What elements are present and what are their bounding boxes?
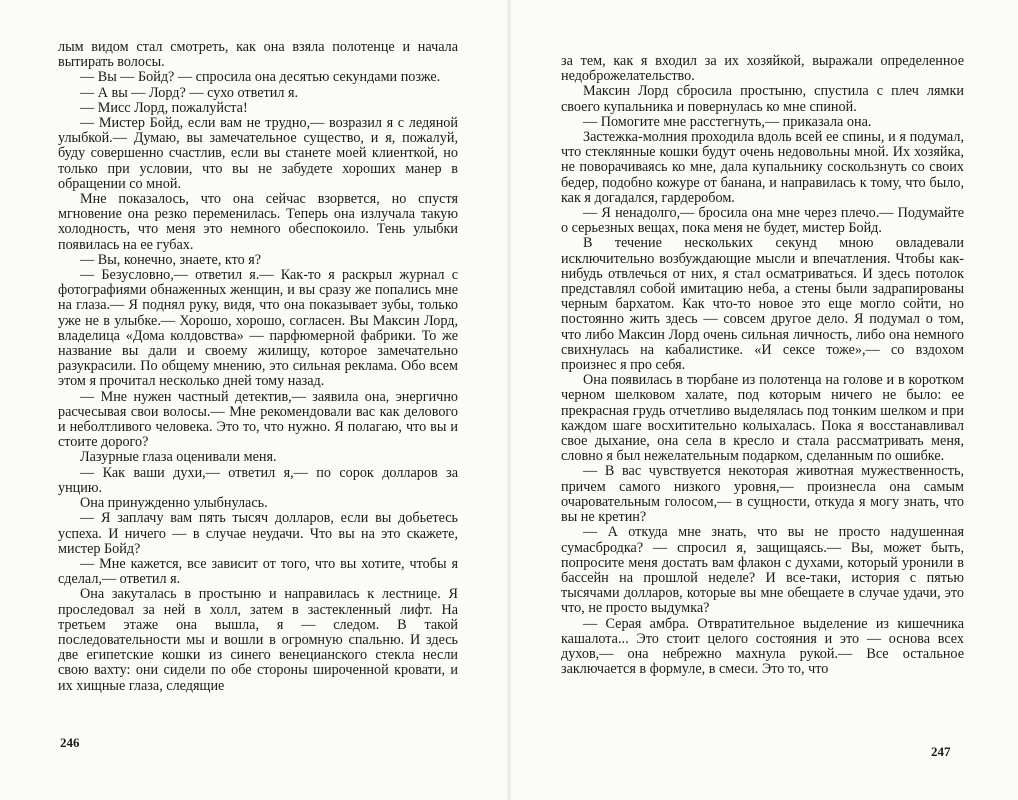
right-page: [509, 0, 1018, 800]
paragraph: — Помогите мне расстегнуть,— приказала она.: [583, 113, 872, 130]
paragraph: Максин Лорд сбросила простыню, спустила с плеч лямки своего купальника и повернулась ко мне спиной.: [561, 83, 964, 115]
paragraph: — Вы — Бойд? — спросила она десятью секундами позже.: [80, 69, 441, 86]
paragraph: — Серая амбра. Отвратительное выделение из кишечника кашалота... Это стоит целого состояния и это — основа всех духов,— она небрежно махнула рукой.— Все остальное заключается в формуле, в смеси. Это то, что: [561, 615, 964, 678]
paragraph: Она появилась в тюрбане из полотенца на голове и в коротком черном шелковом халате, под которым ничего не было: ее прекрасная грудь отчетливо выделялась под тонким шелком и при каждом шаге восхитительно колыхалась. Пока я восстанавливал свое дыхание, она села в кресло и стала рассматривать меня, словно я был нежелательным подарком, сделанным по ошибке.: [561, 372, 964, 465]
paragraph: Лазурные глаза оценивали меня.: [80, 449, 277, 466]
paragraph: Она принужденно улыбнулась.: [80, 495, 268, 512]
paragraph: — Мисс Лорд, пожалуйста!: [80, 99, 248, 116]
page-number: 246: [60, 735, 80, 750]
paragraph: В течение нескольких секунд мною овладевали исключительно возбуждающие мысли и впечатления. Чтобы как-нибудь отвлечься от них, я стал осматриваться. И здесь потолок представлял собой имитацию неба, а стены были задрапированы черным бархатом. Как что-то новое это еще могло сойти, но постоянно жить здесь — совсем другое дело. Я подумал о том, что либо Максин Лорд очень сильная личность, либо она немного свихнулась на кабалистике. «И сексе тоже»,— со вздохом произнес я про себя.: [561, 235, 964, 374]
paragraph: — Я ненадолго,— бросила она мне через плечо.— Подумайте о серьезных вещах, пока меня не будет, мистер Бойд.: [561, 205, 964, 237]
paragraph: — Мне нужен частный детектив,— заявила она, энергично расчесывая свои волосы.— Мне рекомендовали вас как делового и неболтливого человека. Это то, что нужно. Я полагаю, что вы и стоите дорого?: [58, 388, 458, 451]
paragraph: лым видом стал смотреть, как она взяла полотенце и начала вытирать волосы.: [58, 39, 458, 71]
paragraph: Мне показалось, что она сейчас взорвется, но спустя мгновение она резко переменилась. Теперь она излучала такую холодность, что меня это немного обеспокоило. Тень улыбки появилась на ее губах.: [58, 191, 458, 253]
paragraph: — Безусловно,— ответил я.— Как-то я раскрыл журнал с фотографиями обнаженных женщин, и вы сразу же попались мне на глаза.— Я поднял руку, видя, что она показывает зубы, только уже не в улыбке.— Хорошо, хорошо, согласен. Вы Максин Лорд, владелица «Дома колдовства» — парфюмерной фабрики. То же название вы дали и своему жилищу, которое замечательно разукрасили. По общему мнению, это сильная реклама. Обо всем этом я прочитал несколько дней тому назад.: [58, 267, 458, 390]
paragraph: Застежка-молния проходила вдоль всей ее спины, и я подумал, что стеклянные кошки будут очень недовольны мной. Их хозяйка, не поворачиваясь ко мне, дала купальнику соскользнуть со своих бедер, подобно кожуре от банана, и направилась к тому, что было, как я догадался, гардеробом.: [561, 129, 964, 206]
paragraph: — Как ваши духи,— ответил я,— по сорок долларов за унцию.: [58, 464, 458, 496]
paragraph: — А вы — Лорд? — сухо ответил я.: [80, 84, 299, 101]
paragraph: — Мистер Бойд, если вам не трудно,— возразил я с ледяной улыбкой.— Думаю, вы замечательное существо, и я, пожалуй, буду совершенно счастлив, если вы станете моей клиенткой, но только при условии, что вы не забудете хороших манер в обращении со мной.: [58, 115, 458, 192]
paragraph: — В вас чувствуется некоторая животная мужественность, причем самого низкого уровня,— произнесла она самым очаровательным голосом,— в сущности, откуда я могу знать, что вы не кретин?: [561, 463, 964, 526]
paragraph: — Вы, конечно, знаете, кто я?: [80, 251, 262, 268]
paragraph: — Мне кажется, все зависит от того, что вы хотите, чтобы я сделал,— ответил я.: [58, 555, 458, 588]
right-page-text: [561, 54, 964, 677]
left-page-text: [58, 40, 458, 694]
paragraph: — А откуда мне знать, что вы не просто надушенная сумасбродка? — спросил я, защищаясь.— Вы, может быть, попросите меня достать вам флакон с духами, который уронили в бассейн на прошлой неделе? И все-таки, история с пятью тысячами долларов, которые вы мне обещаете в случае удачи, это что, не просто выдумка?: [561, 524, 964, 617]
paragraph: за тем, как я входил за их хозяйкой, выражали определенное недоброжелательство.: [561, 53, 964, 85]
paragraph: Она закуталась в простыню и направилась к лестнице. Я проследовал за ней в холл, затем в застекленный лифт. На третьем этаже она вышла, я — следом. В такой последовательности мы и вошли в огромную спальню. И здесь две египетские кошки из синего венецианского стекла несли свою вахту: они сидели по обе стороны широченной кровати, и их хищные глаза, следящие: [58, 586, 458, 694]
paragraph: — Я заплачу вам пять тысяч долларов, если вы добьетесь успеха. И ничего — в случае неудачи. Что вы на это скажете, мистер Бойд?: [58, 510, 458, 557]
page-number: 247: [931, 744, 951, 759]
